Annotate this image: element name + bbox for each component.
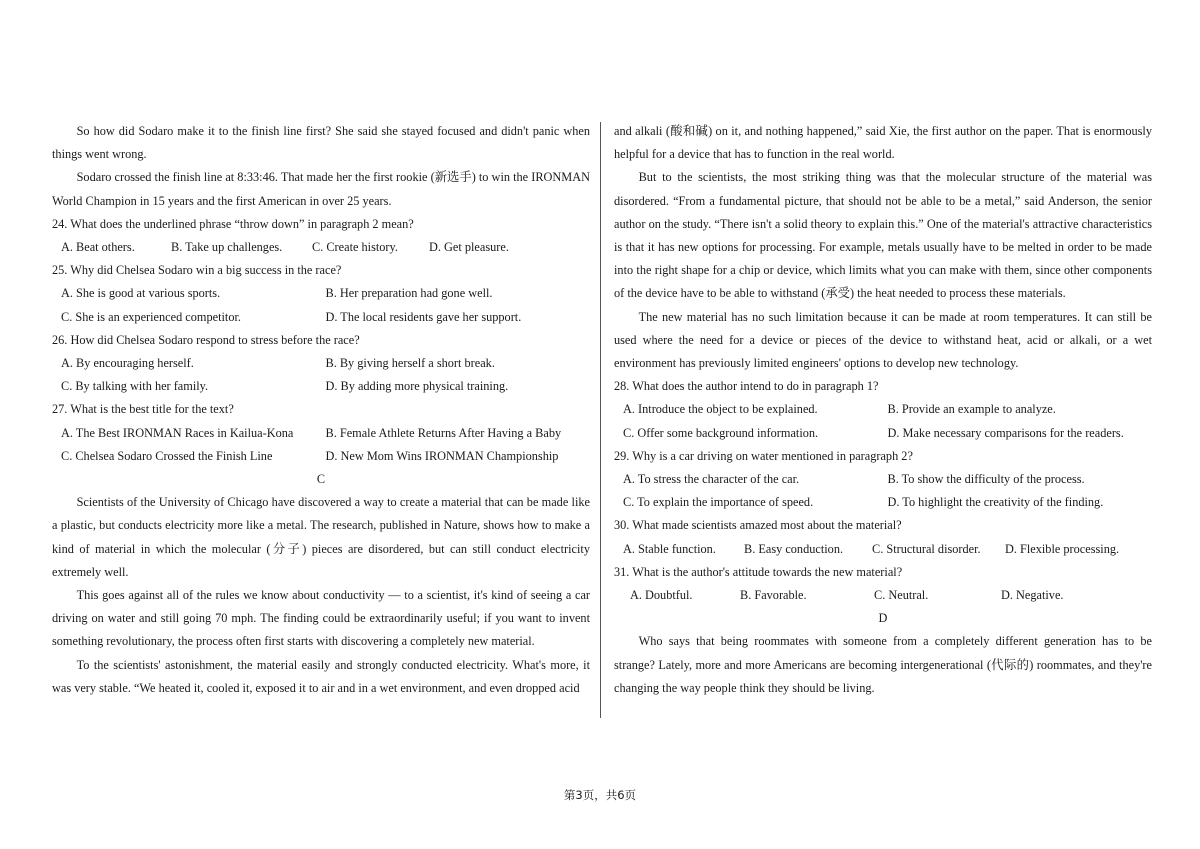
section-heading-d: D [878,611,888,626]
question-31-options [614,584,1152,607]
question-27-stem: 27. What is the best title for the text? [52,402,234,417]
option: D. Make necessary comparisons for the readers. [887,425,1124,440]
question-26-stem: 26. How did Chelsea Sodaro respond to stress before the race? [52,332,360,347]
paragraph: This goes against all of the rules we know about conductivity — to a scientist, it's kind of seeing a car driving on water and still going 70 mph. The finding could be extraordinarily useful; if you want to invent something revolutionary, the process often first starts with discovering a completely new material. [52,588,590,649]
question-28-stem: 28. What does the author intend to do in paragraph 1? [614,379,879,394]
option: C. By talking with her family. [61,379,209,394]
option: D. Get pleasure. [429,240,509,255]
question-24-stem: 24. What does the underlined phrase “throw down” in paragraph 2 mean? [52,216,414,231]
question-30-options [614,538,1152,561]
option: C. Create history. [312,240,398,255]
option: B. Easy conduction. [744,541,844,556]
paragraph: Who says that being roommates with someone from a completely different generation has to be strange? Lately, more and more Americans are becoming intergenerational (代际的) roommates, and they're changing the way people think they should be living. [614,634,1152,695]
paragraph: Sodaro crossed the finish line at 8:33:46. That made her the first rookie (新选手) to win the IRONMAN World Champion in 15 years and the first American in over 25 years. [52,170,590,208]
option: A. The Best IRONMAN Races in Kailua-Kona [61,425,294,440]
question-24-options [52,236,590,259]
option: A. To stress the character of the car. [623,472,800,487]
option: C. Structural disorder. [872,541,981,556]
paragraph-continued: and alkali (酸和碱) on it, and nothing happened,” said Xie, the first author on the paper. That is enormously helpful for a device that has to function in the real world. [614,124,1152,162]
option: A. Beat others. [61,240,135,255]
option: A. By encouraging herself. [61,356,194,371]
question-27-options [52,422,590,468]
paragraph: Scientists of the University of Chicago have discovered a way to create a material that can be made like a plastic, but conducts electricity more like a metal. The research, published in Nature, shows how to make a kind of material in which the molecular (分子) pieces are disordered, but can still conduct electricity extremely well. [52,495,590,579]
option: B. Provide an example to analyze. [887,402,1056,417]
page-number: 第3页，共6页 [563,788,637,802]
option: D. The local residents gave her support. [325,309,522,324]
option: C. Offer some background information. [623,425,819,440]
question-26-options [52,352,590,398]
question-28-options [614,398,1152,444]
right-column [614,120,1152,700]
option: D. New Mom Wins IRONMAN Championship [325,448,559,463]
question-25-stem: 25. Why did Chelsea Sodaro win a big success in the race? [52,263,342,278]
column-divider [600,122,601,718]
option: D. Flexible processing. [1005,541,1120,556]
paragraph: The new material has no such limitation because it can be made at room temperatures. It can still be used where the need for a device or pieces of the device to withstand heat, acid or alkali, or a wet environment has previously limited engineers' options to develop new technology. [614,309,1152,371]
option: C. To explain the importance of speed. [623,495,814,510]
option: B. Take up challenges. [171,240,283,255]
paragraph: To the scientists' astonishment, the material easily and strongly conducted electricity. What's more, it was very stable. “We heated it, cooled it, exposed it to air and in a wet environment, and even dropped acid [52,657,590,695]
option: D. To highlight the creativity of the finding. [887,495,1104,510]
option: D. By adding more physical training. [325,379,509,394]
option: A. She is good at various sports. [61,286,221,301]
paragraph: So how did Sodaro make it to the finish line first? She said she stayed focused and didn't panic when things went wrong. [52,124,590,162]
left-column [52,120,590,700]
option: C. She is an experienced competitor. [61,309,241,324]
question-31-stem: 31. What is the author's attitude towards the new material? [614,564,903,579]
option: C. Chelsea Sodaro Crossed the Finish Line [61,448,273,463]
paragraph: But to the scientists, the most striking thing was that the molecular structure of the material was disordered. “From a fundamental picture, that should not be able to be a metal,” said Anderson, the senior author on the study. “There isn't a solid theory to explain this.” One of the material's attractive characteristics is that it has new options for processing. For example, metals usually have to be melted in order to be made into the right shape for a chip or device, which limits what you can make with them, since other components of the device have to be able to withstand (承受) the heat needed to process these materials. [614,170,1152,301]
option: B. To show the difficulty of the process. [887,472,1085,487]
option: D. Negative. [1001,588,1064,603]
option: A. Stable function. [623,541,716,556]
option: B. Favorable. [740,588,807,603]
option: B. Female Athlete Returns After Having a Baby [325,425,562,440]
option: B. By giving herself a short break. [325,356,495,371]
option: A. Introduce the object to be explained. [623,402,818,417]
option: C. Neutral. [874,588,929,603]
question-29-options [614,468,1152,514]
option: A. Doubtful. [630,588,693,603]
question-25-options [52,282,590,328]
question-29-stem: 29. Why is a car driving on water mentioned in paragraph 2? [614,448,913,463]
question-30-stem: 30. What made scientists amazed most about the material? [614,518,902,533]
option: B. Her preparation had gone well. [325,286,493,301]
section-heading-c: C [316,472,326,487]
